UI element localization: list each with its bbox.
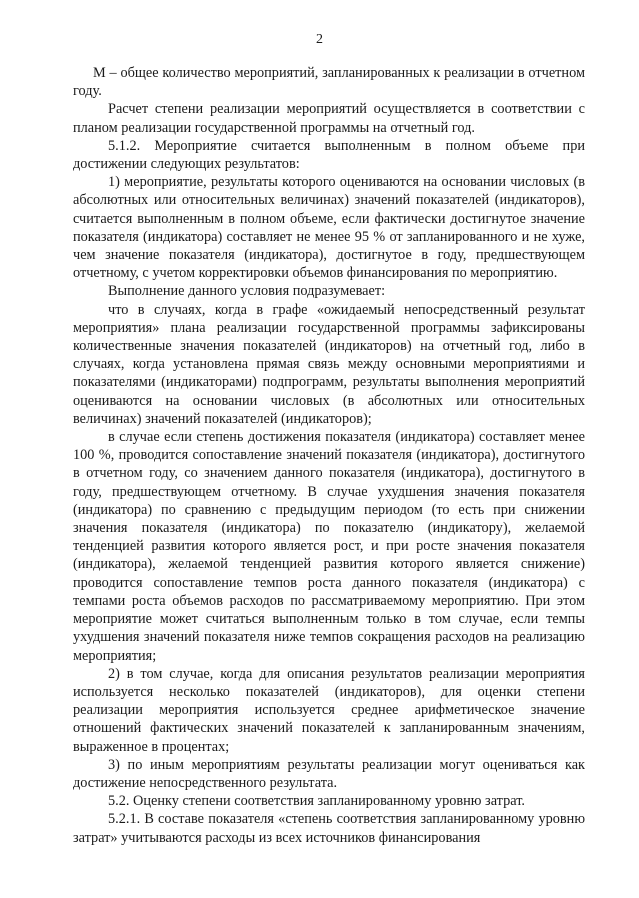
paragraph-5-2: 5.2. Оценку степени соответствия запланированному уровню затрат. [108,793,525,810]
page-number: 2 [316,32,323,47]
document-body [73,64,585,847]
paragraph-item-2: 2) в том случае, когда для описания результатов реализации мероприятия используется несколько показателей (индикаторов), для оценки степени реализации мероприятия используется среднее арифметическое значение отношений фактических значений показателей к запланированным значениям, выраженное в процентах; [73,665,585,755]
paragraph-condition-below-100: в случае если степень достижения показателя (индикатора) составляет менее 100 %, проводится сопоставление значений показателя (индикатора), достигнутого в отчетном году, со значением данного показателя (индикатора), достигнутого в году, предшествующем отчетному. В случае ухудшения значения показателя (индикатора) по сравнению с предыдущим периодом (то есть при снижении значения показателя (индикатора) по показателю (индикатору), желаемой тенденцией развития которого является рост, и при росте значения показателя (индикатора), желаемой тенденцией развития которого является снижение) проводится сопоставление темпов роста данного показателя (индикатора) с темпами роста объемов расходов по рассматриваемому мероприятию. При этом мероприятие может считаться выполненным только в том случае, если темпы ухудшения значений показателя ниже темпов сокращения расходов на реализацию мероприятия; [73,429,585,664]
paragraph-calculation-basis: Расчет степени реализации мероприятий осуществляется в соответствии с планом реализации государственной программы на отчетный год. [73,101,585,136]
paragraph-condition-cases: что в случаях, когда в графе «ожидаемый непосредственный результат мероприятия» плана реализации государственной программы зафиксированы количественные значения показателей (индикаторов) на отчетный год, либо в случаях, когда установлена прямая связь между основными мероприятиями и показателями (индикаторами) подпрограмм, результаты выполнения мероприятий оцениваются на основании числовых (в абсолютных или относительных величинах) значений показателей (индикаторов); [73,301,585,427]
paragraph-5-1-2: 5.1.2. Мероприятие считается выполненным в полном объеме при достижении следующих результатов: [73,137,585,173]
paragraph-5-2-1: 5.2.1. В составе показателя «степень соответствия запланированному уровню затрат» учитываются расходы из всех источников финансирования [73,811,585,846]
paragraph-item-3: 3) по иным мероприятиям результаты реализации могут оцениваться как достижение непосредственного результата. [73,756,585,791]
paragraph-item-1: 1) мероприятие, результаты которого оцениваются на основании числовых (в абсолютных или относительных величинах) значений показателей (индикаторов), считается выполненным в полном объеме, если фактически достигнутое значение показателя (индикатора) составляет не менее 95 % от запланированного и не хуже, чем значение показателя (индикатора), достигнутое в году, предшествующем отчетному, с учетом корректировки объемов финансирования по мероприятию. [73,174,585,282]
paragraph-condition-intro: Выполнение данного условия подразумевает: [108,283,386,300]
paragraph-definition-m: М – общее количество мероприятий, запланированных к реализации в отчетном году. [73,65,585,100]
